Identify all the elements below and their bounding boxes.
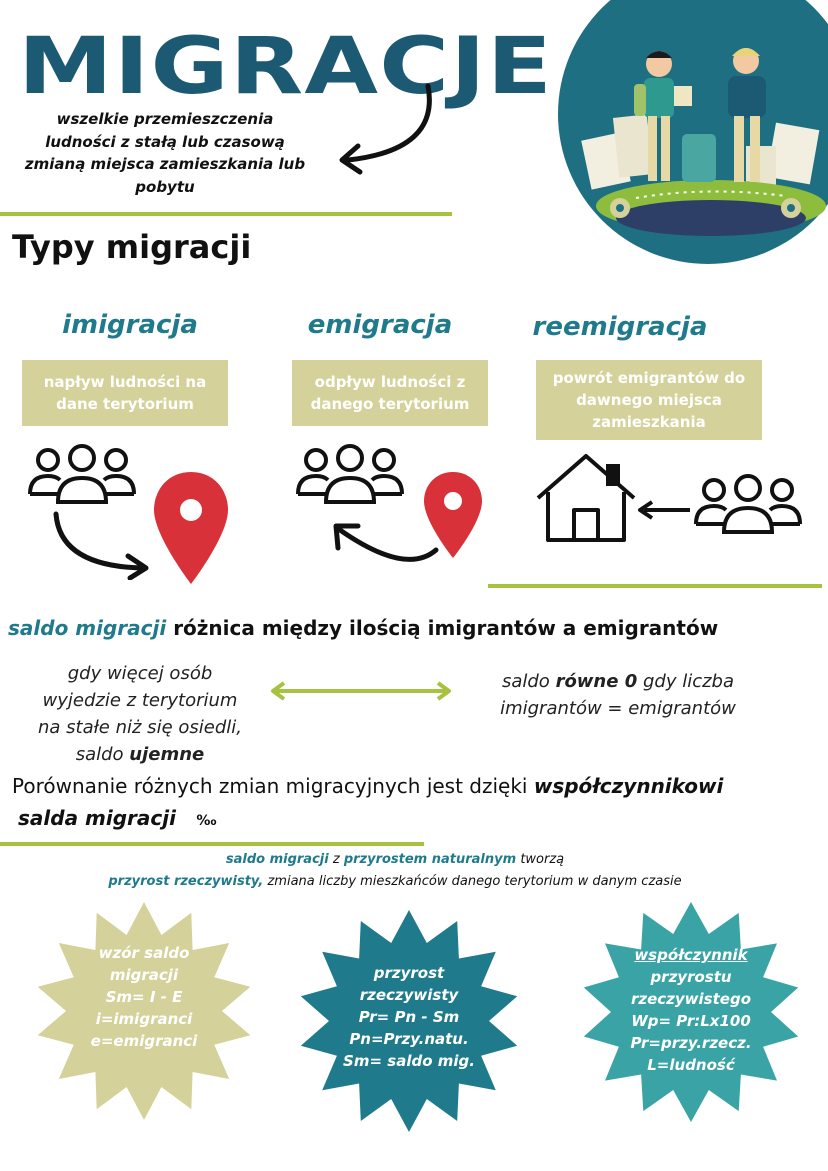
note-bold: ujemne <box>129 744 205 765</box>
travelers-illustration <box>556 0 828 291</box>
text: tworzą <box>520 852 565 867</box>
group-icon <box>692 474 804 536</box>
divider <box>0 212 452 216</box>
star-line: przyrostu <box>650 968 732 986</box>
type-description-reemigracja: powrót emigrantów do dawnego miejsca zamieszkania <box>536 360 762 440</box>
saldo-term: saldo migracji <box>8 616 167 640</box>
note-line: imigrantów = emigrantów <box>500 698 736 719</box>
star-line: i=imigranci <box>95 1010 193 1028</box>
star-line: e=emigranci <box>90 1032 198 1050</box>
term: przyrost rzeczywisty, <box>108 874 264 889</box>
definition-line: wszelkie przemieszczenia <box>56 110 274 128</box>
comparison-bold: salda migracji <box>18 806 176 830</box>
curved-arrow-icon <box>50 510 160 580</box>
text: zmiana liczby mieszkańców danego terytorium w danym czasie <box>267 874 682 889</box>
term: saldo migracji <box>225 852 329 867</box>
real-growth-line-2 <box>0 874 790 889</box>
star-line: rzeczywisty <box>359 986 459 1004</box>
saldo-definition-text: różnica między ilością imigrantów a emigrantów <box>173 616 719 640</box>
arrow-left-icon <box>636 500 692 520</box>
curved-arrow-icon <box>330 80 450 180</box>
star-line: Pn=Przy.natu. <box>349 1030 469 1048</box>
note-line: gdy więcej osób <box>67 663 213 684</box>
comparison-text <box>12 770 723 837</box>
saldo-zero-note <box>470 668 766 722</box>
note-bold: równe 0 <box>555 671 638 692</box>
definition-line: zmianą miejsca zamieszkania lub <box>24 155 306 173</box>
star-line: rzeczywistego <box>630 990 751 1008</box>
star-badge-saldo <box>54 942 234 1052</box>
note-text: saldo <box>501 671 550 692</box>
saldo-negative-note <box>20 660 260 768</box>
star-badge-real-growth <box>318 962 500 1072</box>
page-title: MIGRACJE <box>18 22 554 112</box>
type-heading-reemigracja: reemigracja <box>532 312 708 342</box>
comparison-plain: Porównanie różnych zmian migracyjnych jest dzięki <box>12 774 528 798</box>
star-badge-coefficient <box>596 944 786 1076</box>
note-text: gdy liczba <box>642 671 735 692</box>
note-line <box>20 741 260 768</box>
star-line: Sm= saldo mig. <box>343 1052 475 1070</box>
text: z <box>332 852 340 867</box>
term: przyrostem naturalnym <box>343 852 517 867</box>
star-line: współczynnik <box>634 946 748 964</box>
section-heading-types: Typy migracji <box>12 228 252 266</box>
star-line: Sm= I - E <box>105 988 183 1006</box>
real-growth-line-1 <box>0 852 790 867</box>
divider <box>0 842 424 846</box>
note-line: wyjedzie z terytorium <box>42 690 238 711</box>
star-line: L=ludność <box>647 1056 735 1074</box>
star-line: Pr= Pn - Sm <box>358 1008 460 1026</box>
star-line: wzór saldo <box>98 944 190 962</box>
star-line: migracji <box>109 966 179 984</box>
divider <box>488 584 822 588</box>
group-icon <box>294 444 406 506</box>
type-heading-emigracja: emigracja <box>307 310 453 340</box>
definition-line: ludności z stałą lub czasową <box>45 132 285 151</box>
comparison-bold: współczynnikowi <box>533 774 724 798</box>
permille-sign: ‰ <box>196 813 217 829</box>
star-line: Wp= Pr:Lx100 <box>631 1012 751 1030</box>
type-description-emigracja: odpływ ludności z danego terytorium <box>292 360 488 426</box>
map-pin-icon <box>422 470 484 560</box>
group-icon <box>26 444 138 506</box>
type-description-imigracja: napływ ludności na dane terytorium <box>22 360 228 426</box>
note-line: na stałe niż się osiedli, <box>38 717 242 738</box>
house-icon <box>534 452 638 544</box>
saldo-definition <box>8 616 718 640</box>
note-text: saldo <box>75 744 124 765</box>
type-heading-imigracja: imigracja <box>62 310 198 340</box>
note-line <box>470 668 766 695</box>
star-line: przyrost <box>373 964 445 982</box>
comparison-line <box>12 770 723 802</box>
map-pin-icon <box>152 470 230 586</box>
double-arrow-icon <box>268 680 454 702</box>
comparison-line <box>12 802 723 837</box>
definition-text <box>0 108 330 198</box>
star-line: Pr=przy.rzecz. <box>630 1034 752 1052</box>
definition-line: pobytu <box>135 177 195 196</box>
